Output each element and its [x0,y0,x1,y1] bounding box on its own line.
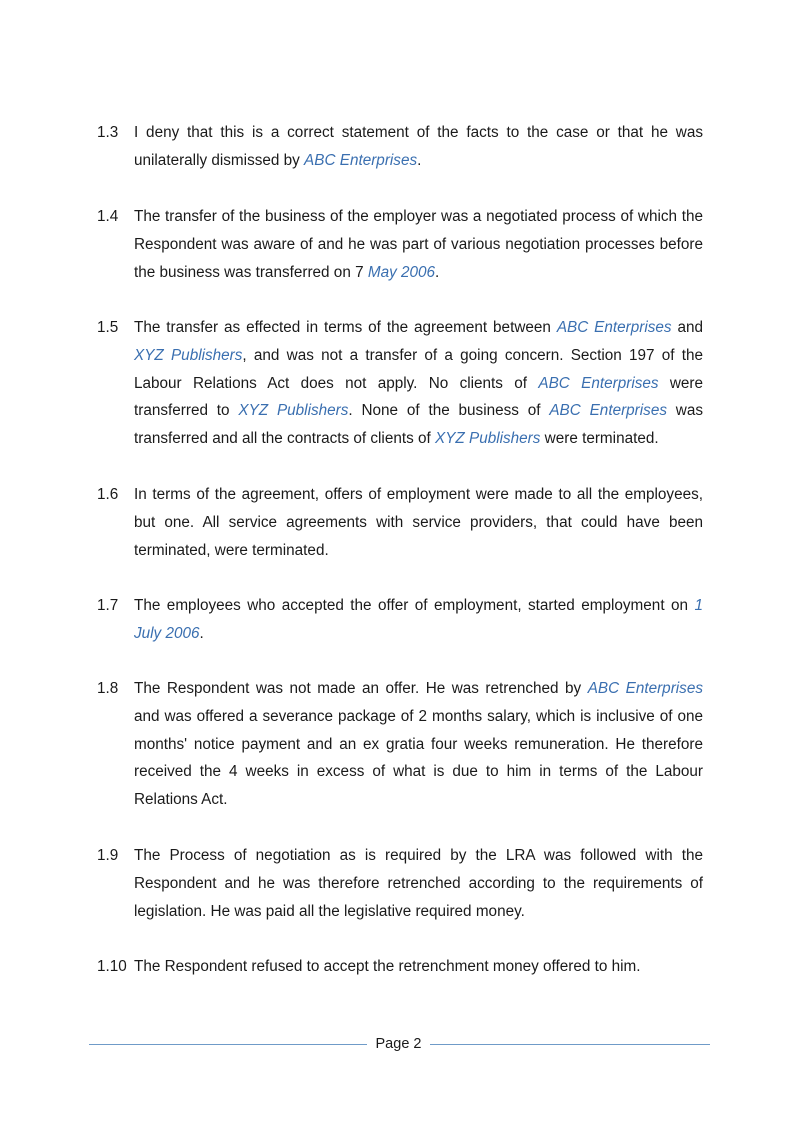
paragraph-text: The Respondent refused to accept the retrenchment money offered to him. [134,958,641,975]
company-name: XYZ Publishers [435,430,541,448]
paragraph-number: 1.4 [97,208,119,225]
paragraph-number: 1.10 [97,958,127,975]
paragraph-text: In terms of the agreement, offers of employment were made to all the employees, but one. All service agreements with service providers, that could have been terminated, were terminated. [134,486,703,559]
paragraph-1-9 [97,842,703,925]
paragraph-text: The Process of negotiation as is required by the LRA was followed with the Respondent and he was therefore retrenched according to the requirements of legislation. He was paid all the legislative required money. [134,847,703,920]
paragraph-1-6 [97,481,703,564]
date-text: 1 July 2006 [134,597,703,642]
paragraph-1-4 [97,203,703,286]
paragraph-number: 1.6 [97,486,119,503]
paragraph-1-8 [97,675,703,814]
footer-rule-left [89,1044,367,1045]
paragraph-text: The employees who accepted the offer of employment, started employment on 1 July 2006. [134,597,703,642]
paragraph-number: 1.3 [97,124,119,141]
paragraph-text: The transfer as effected in terms of the agreement between ABC Enterprises and XYZ Publishers, and was not a transfer of a going concern. Section 197 of the Labour Relations Act does not apply. No clients of ABC Enterprises were transferred to XYZ Publishers. None of the business of ABC Enterprises was transferred and all the contracts of clients of XYZ Publishers were terminated. [134,319,704,448]
paragraph-number: 1.5 [97,319,119,336]
paragraph-1-3 [97,119,703,175]
paragraph-number: 1.9 [97,847,119,864]
company-name: ABC Enterprises [556,319,672,336]
page-number: Page 2 [375,1036,422,1052]
company-name: ABC Enterprises [304,151,418,169]
page-footer [89,1034,710,1054]
paragraph-text: The transfer of the business of the employer was a negotiated process of which the Respondent was aware of and he was part of various negotiation processes before the business was transferred on 7 May 2006. [134,208,703,281]
company-name: ABC Enterprises [549,402,667,420]
company-name: ABC Enterprises [587,680,703,697]
company-name: XYZ Publishers [238,402,349,420]
paragraph-text: I deny that this is a correct statement of the facts to the case or that he was unilaterally dismissed by ABC Enterprises. [134,124,703,169]
paragraph-1-10 [97,953,703,981]
paragraph-1-5 [97,314,703,453]
paragraph-number: 1.7 [97,597,119,614]
date-text: May 2006 [367,263,436,281]
company-name: XYZ Publishers [134,346,243,364]
paragraph-number: 1.8 [97,680,119,697]
footer-rule-right [430,1044,710,1045]
company-name: ABC Enterprises [538,374,659,392]
paragraph-1-7 [97,592,703,648]
paragraph-text: The Respondent was not made an offer. He was retrenched by ABC Enterprises and was offered a severance package of 2 months salary, which is inclusive of one months' notice payment and an ex gratia four weeks remuneration. He therefore received the 4 weeks in excess of what is due to him in terms of the Labour Relations Act. [134,680,703,809]
